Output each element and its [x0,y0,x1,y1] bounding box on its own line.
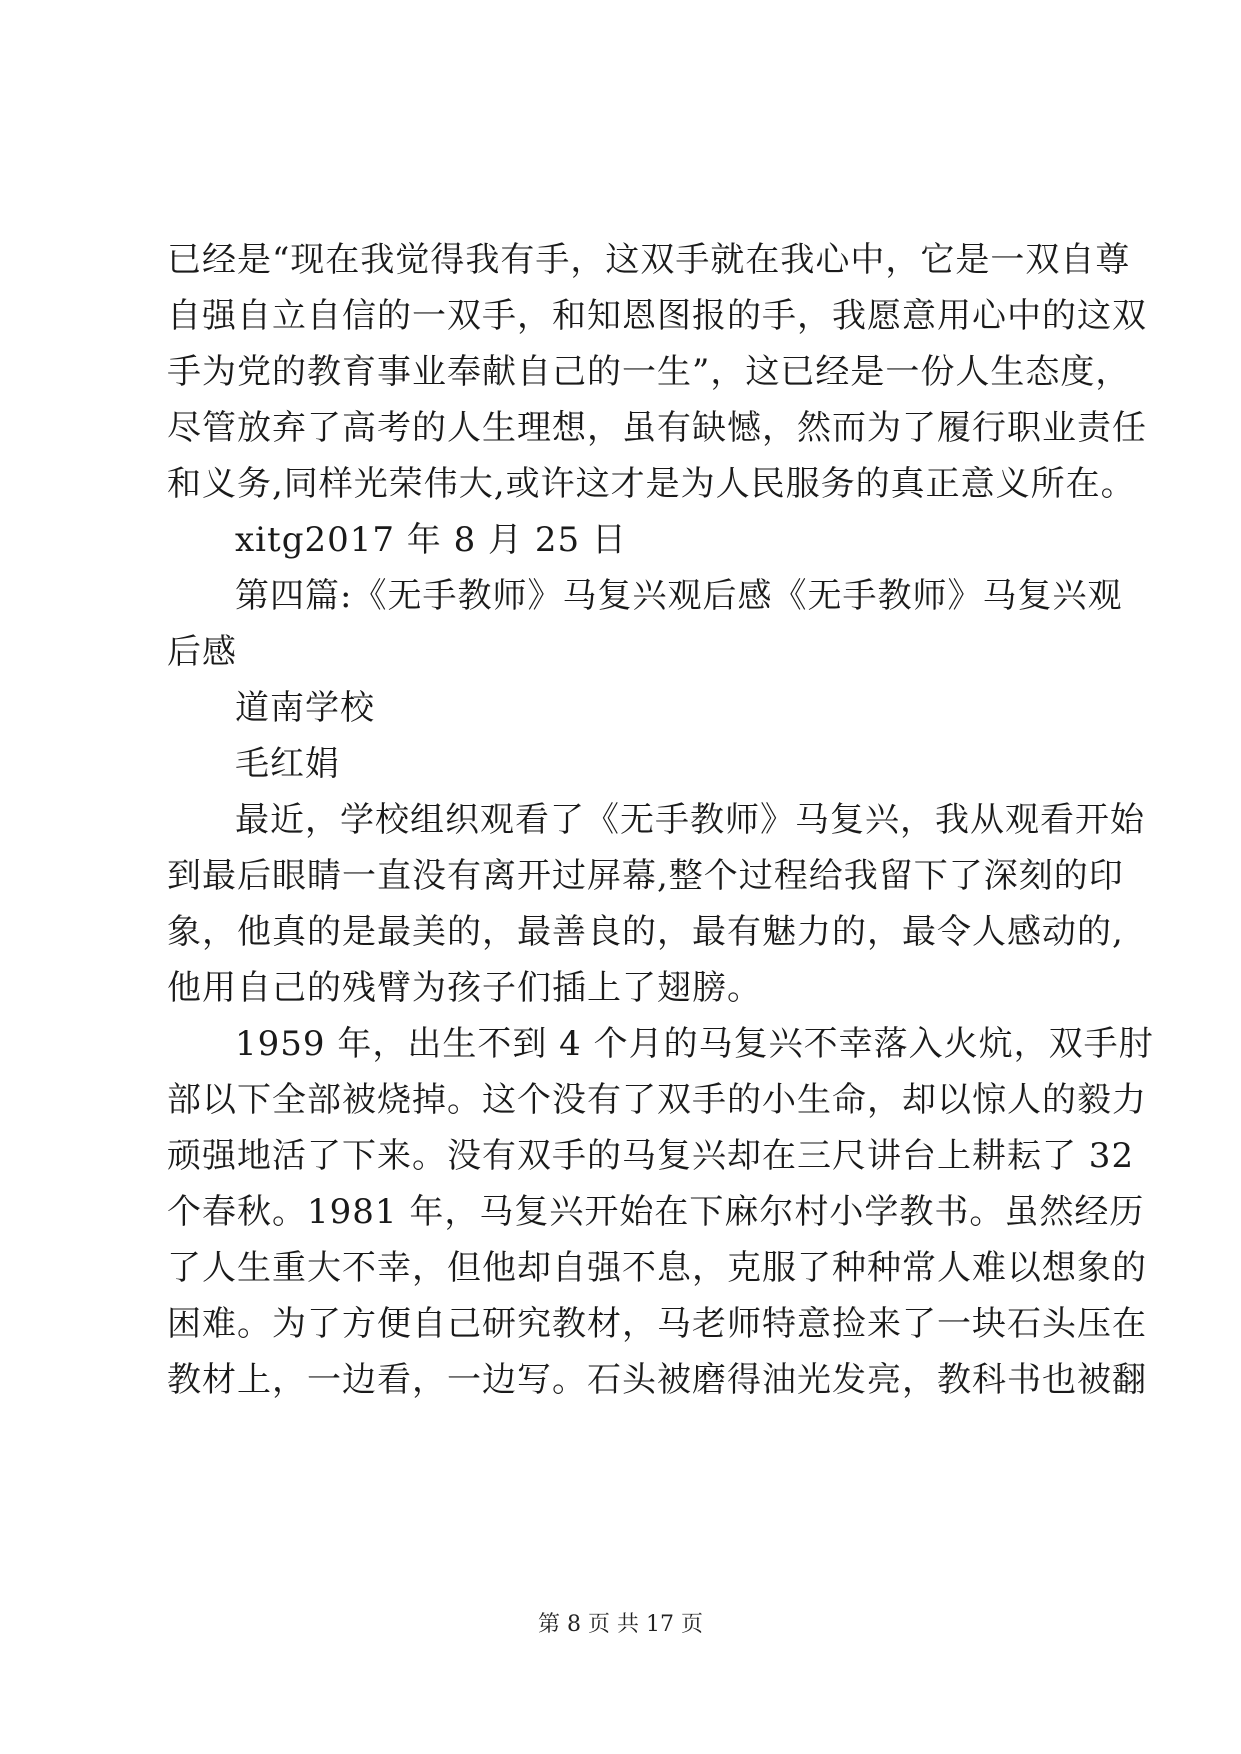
text-line: 部以下全部被烧掉。这个没有了双手的小生命，却以惊人的毅力 [167,1080,1147,1120]
text-line: 教材上，一边看，一边写。石头被磨得油光发亮，教科书也被翻 [167,1360,1147,1400]
text-line: 最近，学校组织观看了《无手教师》马复兴，我从观看开始 [235,800,1145,840]
date-line: xitg2017 年 8 月 25 日 [235,520,627,560]
document-body [167,232,1154,1408]
text-line: 和义务,同样光荣伟大,或许这才是为人民服务的真正意义所在。 [167,464,1136,504]
author-name: 毛红娟 [235,744,340,784]
text-line: 了人生重大不幸，但他却自强不息，克服了种种常人难以想象的 [167,1248,1147,1288]
text-line: 象，他真的是最美的，最善良的，最有魅力的，最令人感动的, [167,912,1124,952]
text-line: 自强自立自信的一双手，和知恩图报的手，我愿意用心中的这双 [167,296,1147,336]
text-line: 困难。为了方便自己研究教材，马老师特意捡来了一块石头压在 [167,1304,1147,1344]
text-line: 手为党的教育事业奉献自己的一生”，这已经是一份人生态度， [167,352,1131,392]
author-school: 道南学校 [235,688,375,728]
page-number-footer: 第 8 页 共 17 页 [538,1612,703,1637]
text-line: 到最后眼睛一直没有离开过屏幕,整个过程给我留下了深刻的印 [167,856,1124,896]
text-line: 尽管放弃了高考的人生理想，虽有缺憾，然而为了履行职业责任 [167,408,1147,448]
text-line: 已经是“现在我觉得我有手，这双手就在我心中，它是一双自尊 [167,240,1131,280]
text-line: 他用自己的残臂为孩子们插上了翅膀。 [167,968,762,1008]
text-line: 1959 年，出生不到 4 个月的马复兴不幸落入火炕，双手肘 [235,1024,1154,1064]
section-heading-continued: 后感 [167,632,237,672]
text-line: 顽强地活了下来。没有双手的马复兴却在三尺讲台上耕耘了 32 [167,1136,1135,1176]
section-heading: 第四篇:《无手教师》马复兴观后感《无手教师》马复兴观 [235,576,1123,616]
text-line: 个春秋。1981 年，马复兴开始在下麻尔村小学教书。虽然经历 [167,1192,1145,1232]
